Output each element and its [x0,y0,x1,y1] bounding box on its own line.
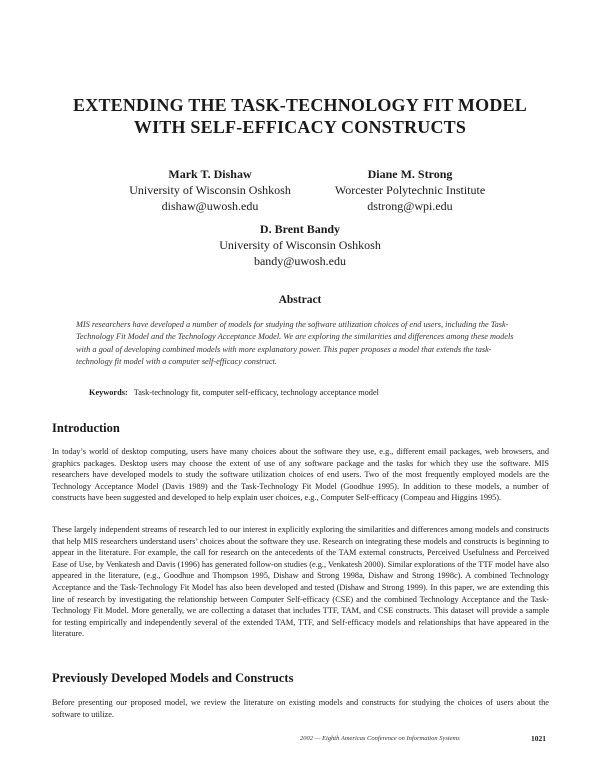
author-affiliation: University of Wisconsin Oshkosh [129,183,291,197]
author-name: Mark T. Dishaw [168,167,252,181]
page-number: 1021 [531,734,546,743]
author-affiliation: University of Wisconsin Oshkosh [219,238,381,252]
author-email: bandy@uwosh.edu [253,254,347,268]
author-block-1 [90,166,330,214]
abstract-text: MIS researchers have developed a number of models for studying the software utilization choices of end users, including the Task-Technology Fit Model and the Technology Acceptance Model. We are exploring the similarities and differences among these models with a goal of developing combined models with more explanatory power. This paper proposes a model that extends the task-technology fit model with a computer self-efficacy construct. [76,320,514,367]
section-heading-previous-models: Previously Developed Models and Constructs [52,671,294,685]
author-name: Diane M. Strong [367,167,453,181]
author-affiliation: Worcester Polytechnic Institute [334,183,486,197]
author-email: dishaw@uwosh.edu [161,199,259,213]
author-block-3 [170,221,430,269]
keywords-text: Task-technology fit, computer self-efficacy, technology acceptance model [133,388,379,397]
author-name: D. Brent Bandy [259,222,341,236]
keywords-label: Keywords: [89,388,128,397]
author-email: dstrong@wpi.edu [367,199,453,213]
author-block-2 [310,166,510,214]
intro-paragraph-1: In today’s world of desktop computing, users have many choices about the software they use, e.g., different email packages, web browsers, and graphics packages. Desktop users may choose the extent of use of any software package and the tasks for which they use the software. MIS researchers have developed models to study the software utilization choices of end users. Two of the most frequently employed models are the Technology Acceptance Model (Davis 1989) and the Task-Technology Fit Model (Goodhue 1995). In addition to these models, a number of constructs have been suggested and developed to help explain user choices, e.g., Computer Self-efficacy (Compeau and Higgins 1995). [52,447,549,503]
footer-conference: 2002 — Eighth Americas Conference on Information Systems [300,735,460,742]
keywords-line [89,388,379,397]
paper-title-line-1: EXTENDING THE TASK-TECHNOLOGY FIT MODEL [73,95,527,115]
abstract-heading: Abstract [278,294,322,306]
section-heading-introduction: Introduction [52,421,120,435]
previous-models-paragraph: Before presenting our proposed model, we review the literature on existing models and constructs for studying the choices of users about the software to utilize. [52,698,549,719]
paper-title-line-2: WITH SELF-EFFICACY CONSTRUCTS [133,117,467,137]
intro-paragraph-2: These largely independent streams of research led to our interest in explicitly exploring the similarities and differences among models and constructs that help MIS researchers understand users’ choices about the software they use. Research on integrating these models and constructs is beginning to appear in the literature. For example, the call for research on the antecedents of the TAM external constructs, Perceived Usefulness and Perceived Ease of Use, by Venkatesh and Davis (1996) has generated follow-on studies (e.g., Venkatesh 2000). Similar explorations of the TTF model have also appeared in the literature, (e.g., Goodhue and Thompson 1995, Dishaw and Strong 1998a, Dishaw and Strong 1998c). A combined Technology Acceptance and the Task-Technology Fit Model has also been developed and tested (Dishaw and Strong 1999). In this paper, we are extending this line of research by investigating the relationship between Computer Self-efficacy (CSE) and the combined Technology Acceptance and the Task-Technology Fit Model. More generally, we are collecting a dataset that includes TTF, TAM, and CSE constructs. This dataset will provide a sample for testing empirically and independently several of the extended TAM, TTF, and Self-efficacy models and relationships that have appeared in the literature. [52,525,550,639]
